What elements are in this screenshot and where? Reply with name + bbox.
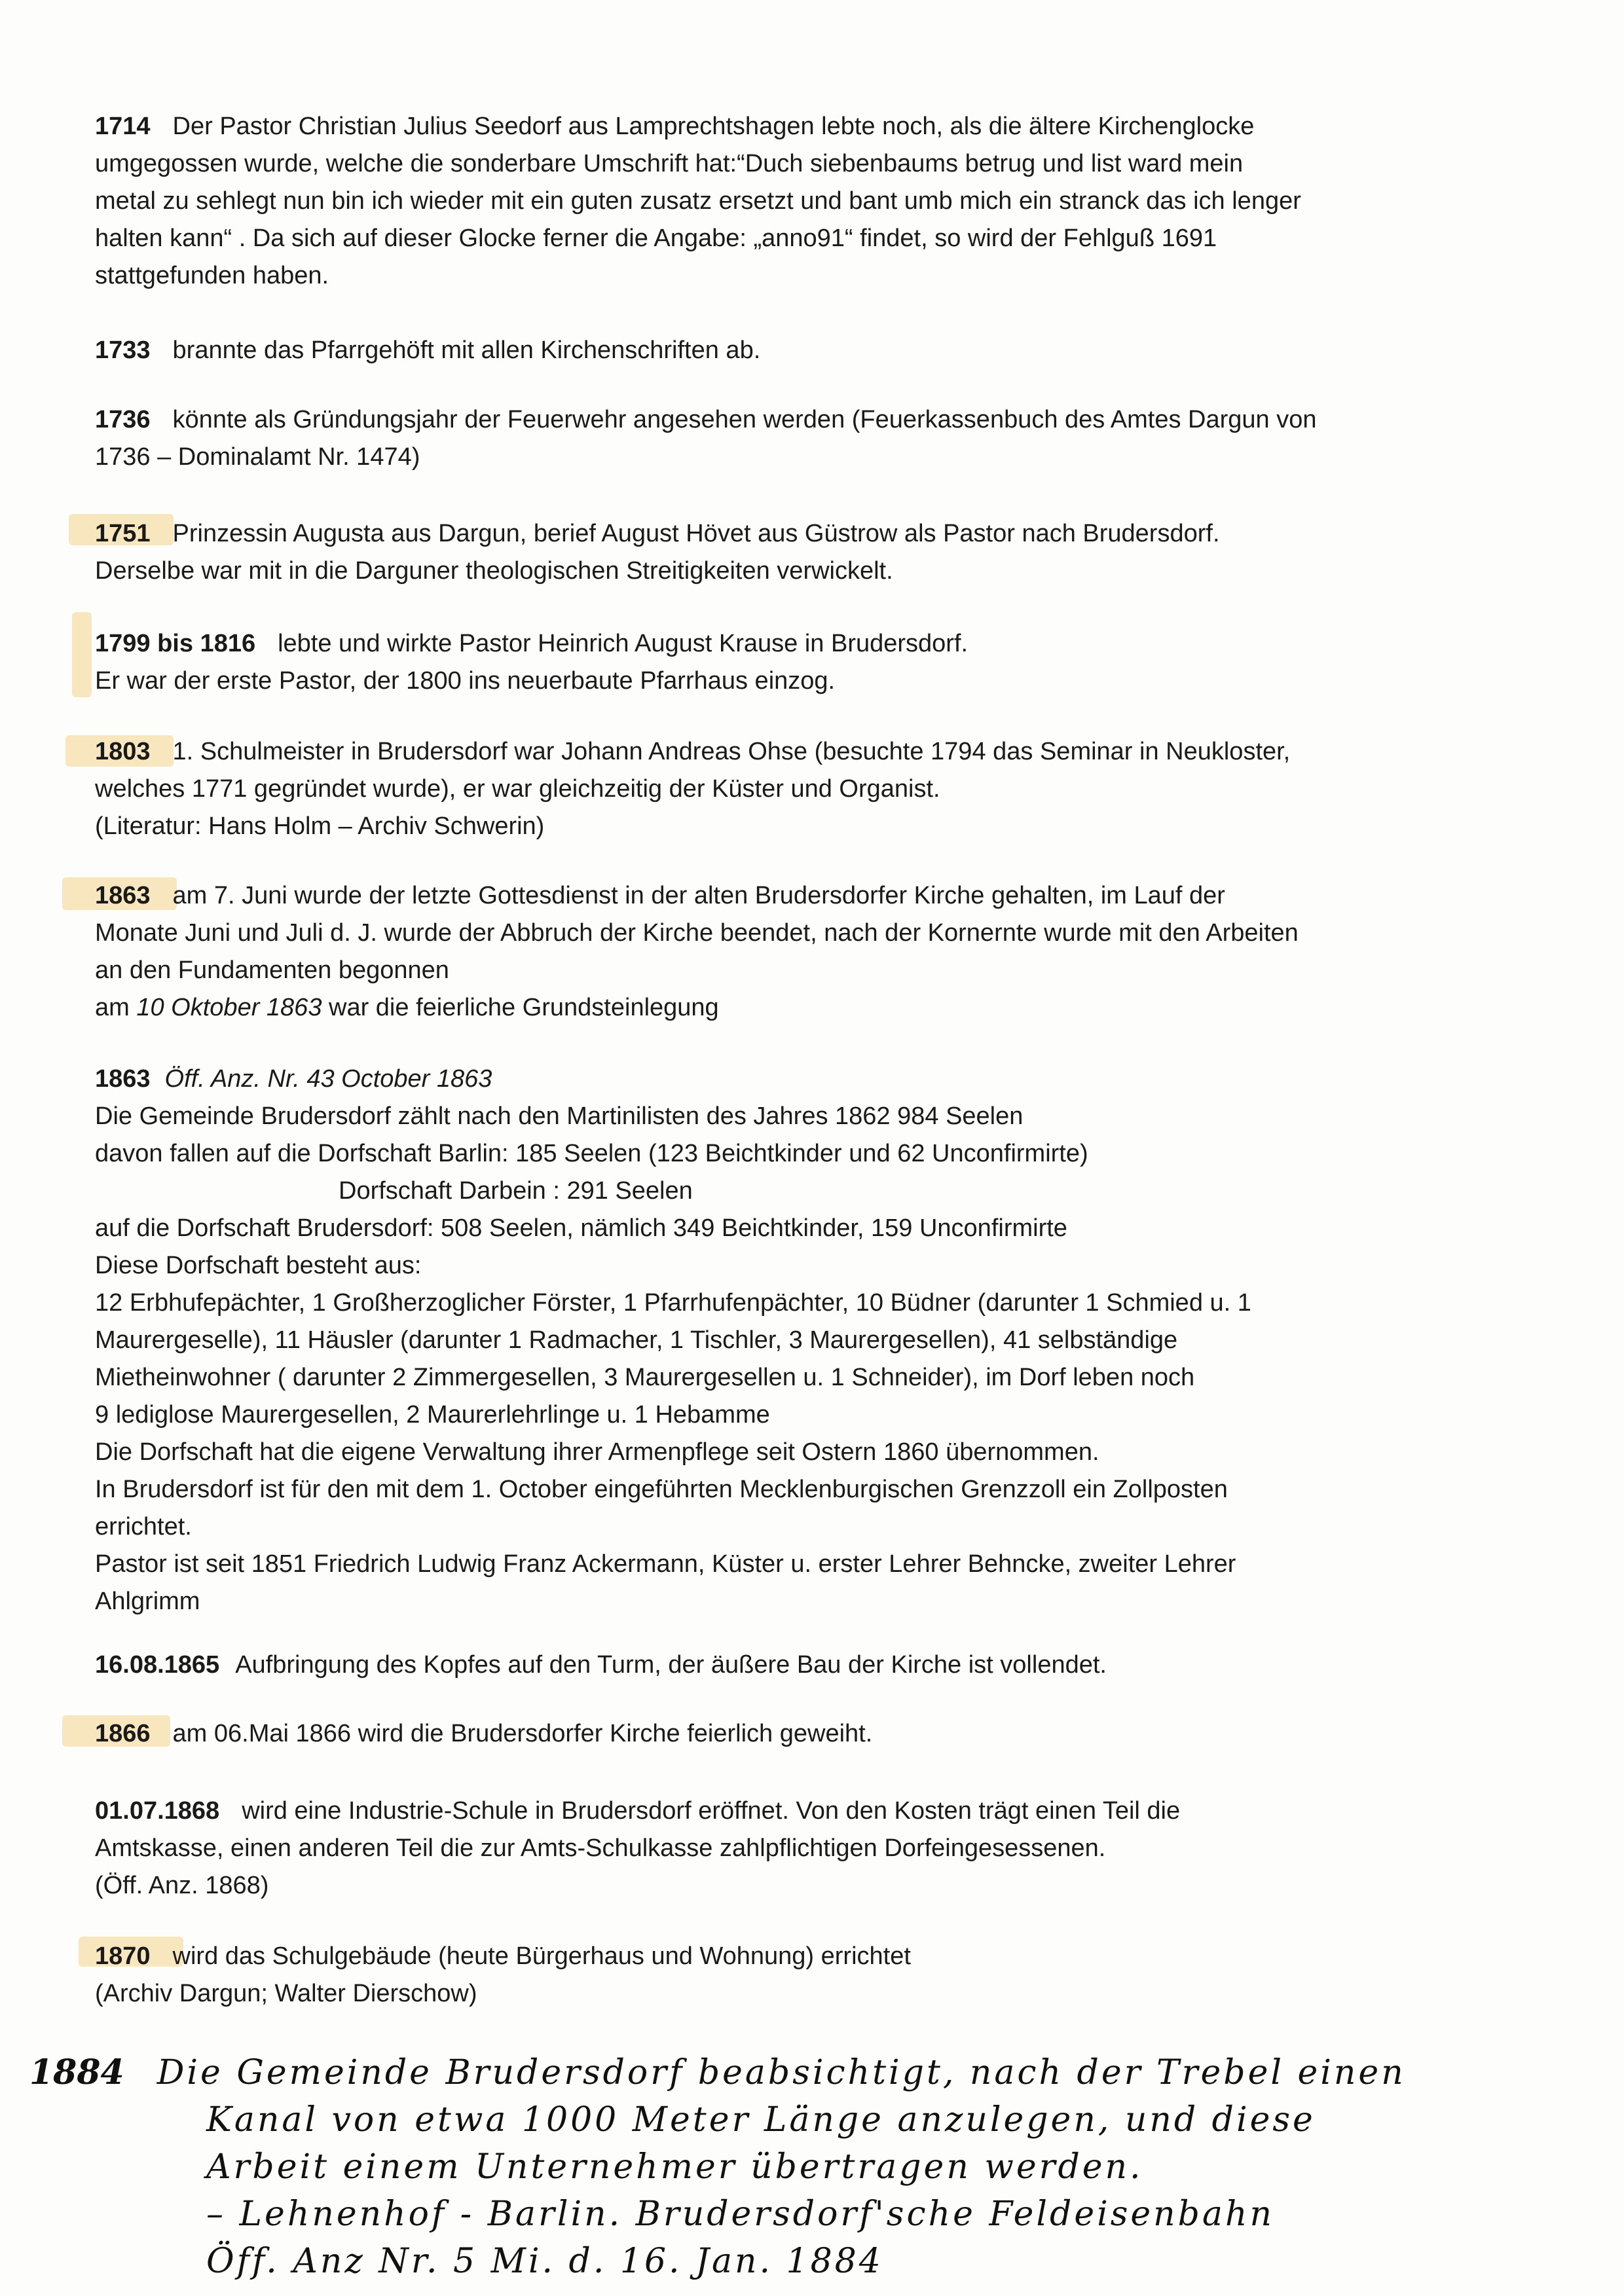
entry-1868: [95, 1793, 1522, 1904]
entry-text: Ahlgrimm: [95, 1588, 200, 1615]
entry-text: Pastor ist seit 1851 Friedrich Ludwig Franz Ackermann, Küster u. erster Lehrer Behncke, zweiter Lehrer: [95, 1550, 1236, 1578]
entry-text: brannte das Pfarrgehöft mit allen Kirchenschriften ab.: [172, 337, 761, 364]
entry-text: an den Fundamenten begonnen: [95, 957, 449, 984]
entry-year: 1733: [95, 337, 151, 364]
entry-text: auf die Dorfschaft Brudersdorf: 508 Seelen, nämlich 349 Beichtkinder, 159 Unconfirmirte: [95, 1214, 1067, 1242]
entry-text: Mietheinwohner ( darunter 2 Zimmergesellen, 3 Maurergesellen u. 1 Schneider), im Dorf leben noch: [95, 1364, 1195, 1391]
entry-text: Prinzessin Augusta aus Dargun, berief August Hövet aus Güstrow als Pastor nach Brudersdorf.: [172, 520, 1220, 547]
entry-year: 1714: [95, 113, 151, 140]
entry-1751: [95, 515, 1522, 590]
entry-text: Amtskasse, einen anderen Teil die zur Amts-Schulkasse zahlpflichtigen Dorfeingesessenen.: [95, 1834, 1106, 1862]
entry-text: In Brudersdorf ist für den mit dem 1. October eingeführten Mecklenburgischen Grenzzoll ein Zollposten: [95, 1476, 1228, 1503]
entry-1866: [95, 1715, 1522, 1753]
handwritten-note-1884: [29, 2049, 1601, 2285]
entry-text: stattgefunden haben.: [95, 262, 329, 289]
entry-text: Derselbe war mit in die Darguner theologischen Streitigkeiten verwickelt.: [95, 557, 893, 585]
entry-text: (Literatur: Hans Holm – Archiv Schwerin): [95, 812, 545, 840]
entry-year: 1799 bis 1816: [95, 630, 256, 657]
handwritten-text: Öff. Anz Nr. 5 Mi. d. 16. Jan. 1884: [206, 2242, 883, 2281]
entry-year: 01.07.1868: [95, 1797, 220, 1825]
entry-text: wird eine Industrie-Schule in Brudersdorf eröffnet. Von den Kosten trägt einen Teil die: [242, 1797, 1181, 1825]
entry-text: wird das Schulgebäude (heute Bürgerhaus und Wohnung) errichtet: [172, 1942, 911, 1970]
entry-1870: [95, 1938, 1522, 2013]
entry-year: 1863: [95, 882, 151, 909]
entry-text: am 7. Juni wurde der letzte Gottesdienst in der alten Brudersdorfer Kirche gehalten, im Lauf der: [172, 882, 1225, 909]
entry-1863-seelen: [95, 1061, 1522, 1620]
entry-year: 1803: [95, 738, 151, 765]
entry-text: welches 1771 gegründet wurde), er war gleichzeitig der Küster und Organist.: [95, 775, 940, 803]
entry-text: am 10 Oktober 1863 war die feierliche Grundsteinlegung: [95, 994, 719, 1021]
entry-text: (Öff. Anz. 1868): [95, 1872, 269, 1899]
entry-1799: [95, 625, 1522, 700]
entry-year: 16.08.1865: [95, 1651, 220, 1679]
entry-text: Dorfschaft Darbein : 291 Seelen: [339, 1177, 693, 1205]
entry-text: Die Gemeinde Brudersdorf zählt nach den Martinilisten des Jahres 1862 984 Seelen: [95, 1102, 1024, 1130]
entry-text: könnte als Gründungsjahr der Feuerwehr angesehen werden (Feuerkassenbuch des Amtes Dargun von: [172, 406, 1317, 433]
entry-year: 1870: [95, 1942, 151, 1970]
entry-1863-abbruch: [95, 877, 1522, 1027]
entry-text: am 06.Mai 1866 wird die Brudersdorfer Kirche feierlich geweiht.: [172, 1720, 873, 1747]
entry-text: halten kann“ . Da sich auf dieser Glocke ferner die Angabe: „anno91“ findet, so wird der Fehlguß 1691: [95, 225, 1217, 252]
entry-text: (Archiv Dargun; Walter Dierschow): [95, 1980, 477, 2007]
entry-text: 9 lediglose Maurergesellen, 2 Maurerlehrlinge u. 1 Hebamme: [95, 1401, 770, 1429]
entry-text: Der Pastor Christian Julius Seedorf aus Lamprechtshagen lebte noch, als die ältere Kirchenglocke: [172, 113, 1255, 140]
entry-text: Die Dorfschaft hat die eigene Verwaltung ihrer Armenpflege seit Ostern 1860 übernommen.: [95, 1438, 1099, 1466]
entry-text: Maurergeselle), 11 Häusler (darunter 1 Radmacher, 1 Tischler, 3 Maurergesellen), 41 selbständige: [95, 1326, 1178, 1354]
handwritten-text: – Lehnenhof - Barlin. Brudersdorf'sche Feldeisenbahn: [206, 2195, 1274, 2234]
entry-year: 1751: [95, 520, 151, 547]
entry-year: 1736: [95, 406, 151, 433]
entry-text: metal zu sehlegt nun bin ich wieder mit ein guten zusatz ersetzt und bant umb mich ein stranck das ich lenger: [95, 187, 1301, 215]
entry-text: Aufbringung des Kopfes auf den Turm, der äußere Bau der Kirche ist vollendet.: [235, 1651, 1107, 1679]
entry-text: Monate Juni und Juli d. J. wurde der Abbruch der Kirche beendet, nach der Kornernte wurde mit den Arbeiten: [95, 919, 1299, 947]
entry-text: 12 Erbhufepächter, 1 Großherzoglicher Förster, 1 Pfarrhufenpächter, 10 Büdner (darunter 1 Schmied u. 1: [95, 1289, 1251, 1317]
entry-1714: [95, 108, 1522, 295]
entry-text: umgegossen wurde, welche die sonderbare Umschrift hat:“Duch siebenbaums betrug und list ward mein: [95, 150, 1244, 177]
entry-year: 1866: [95, 1720, 151, 1747]
entry-text: errichtet.: [95, 1513, 192, 1540]
entry-source: Öff. Anz. Nr. 43 October 1863: [164, 1065, 492, 1093]
highlight-1799: [72, 612, 92, 697]
handwritten-text: Die Gemeinde Brudersdorf beabsichtigt, nach der Trebel einen: [157, 2053, 1406, 2092]
entry-text: davon fallen auf die Dorfschaft Barlin: 185 Seelen (123 Beichtkinder und 62 Unconfirmirte): [95, 1140, 1088, 1167]
handwritten-text: Kanal von etwa 1000 Meter Länge anzulegen, und diese: [206, 2100, 1316, 2140]
entry-text: 1. Schulmeister in Brudersdorf war Johann Andreas Ohse (besuchte 1794 das Seminar in Neukloster,: [172, 738, 1291, 765]
entry-year: 1863: [95, 1065, 151, 1093]
handwritten-year: 1884: [29, 2052, 124, 2092]
entry-text: Er war der erste Pastor, der 1800 ins neuerbaute Pfarrhaus einzog.: [95, 667, 836, 695]
entry-text: Diese Dorfschaft besteht aus:: [95, 1252, 422, 1279]
entry-1803: [95, 733, 1522, 845]
entry-1736: [95, 401, 1522, 476]
entry-text: lebte und wirkte Pastor Heinrich August Krause in Brudersdorf.: [278, 630, 969, 657]
handwritten-text: Arbeit einem Unternehmer übertragen werden.: [206, 2147, 1143, 2187]
entry-text: 1736 – Dominalamt Nr. 1474): [95, 443, 420, 471]
entry-1733: [95, 332, 1522, 369]
entry-1865: [95, 1647, 1522, 1684]
